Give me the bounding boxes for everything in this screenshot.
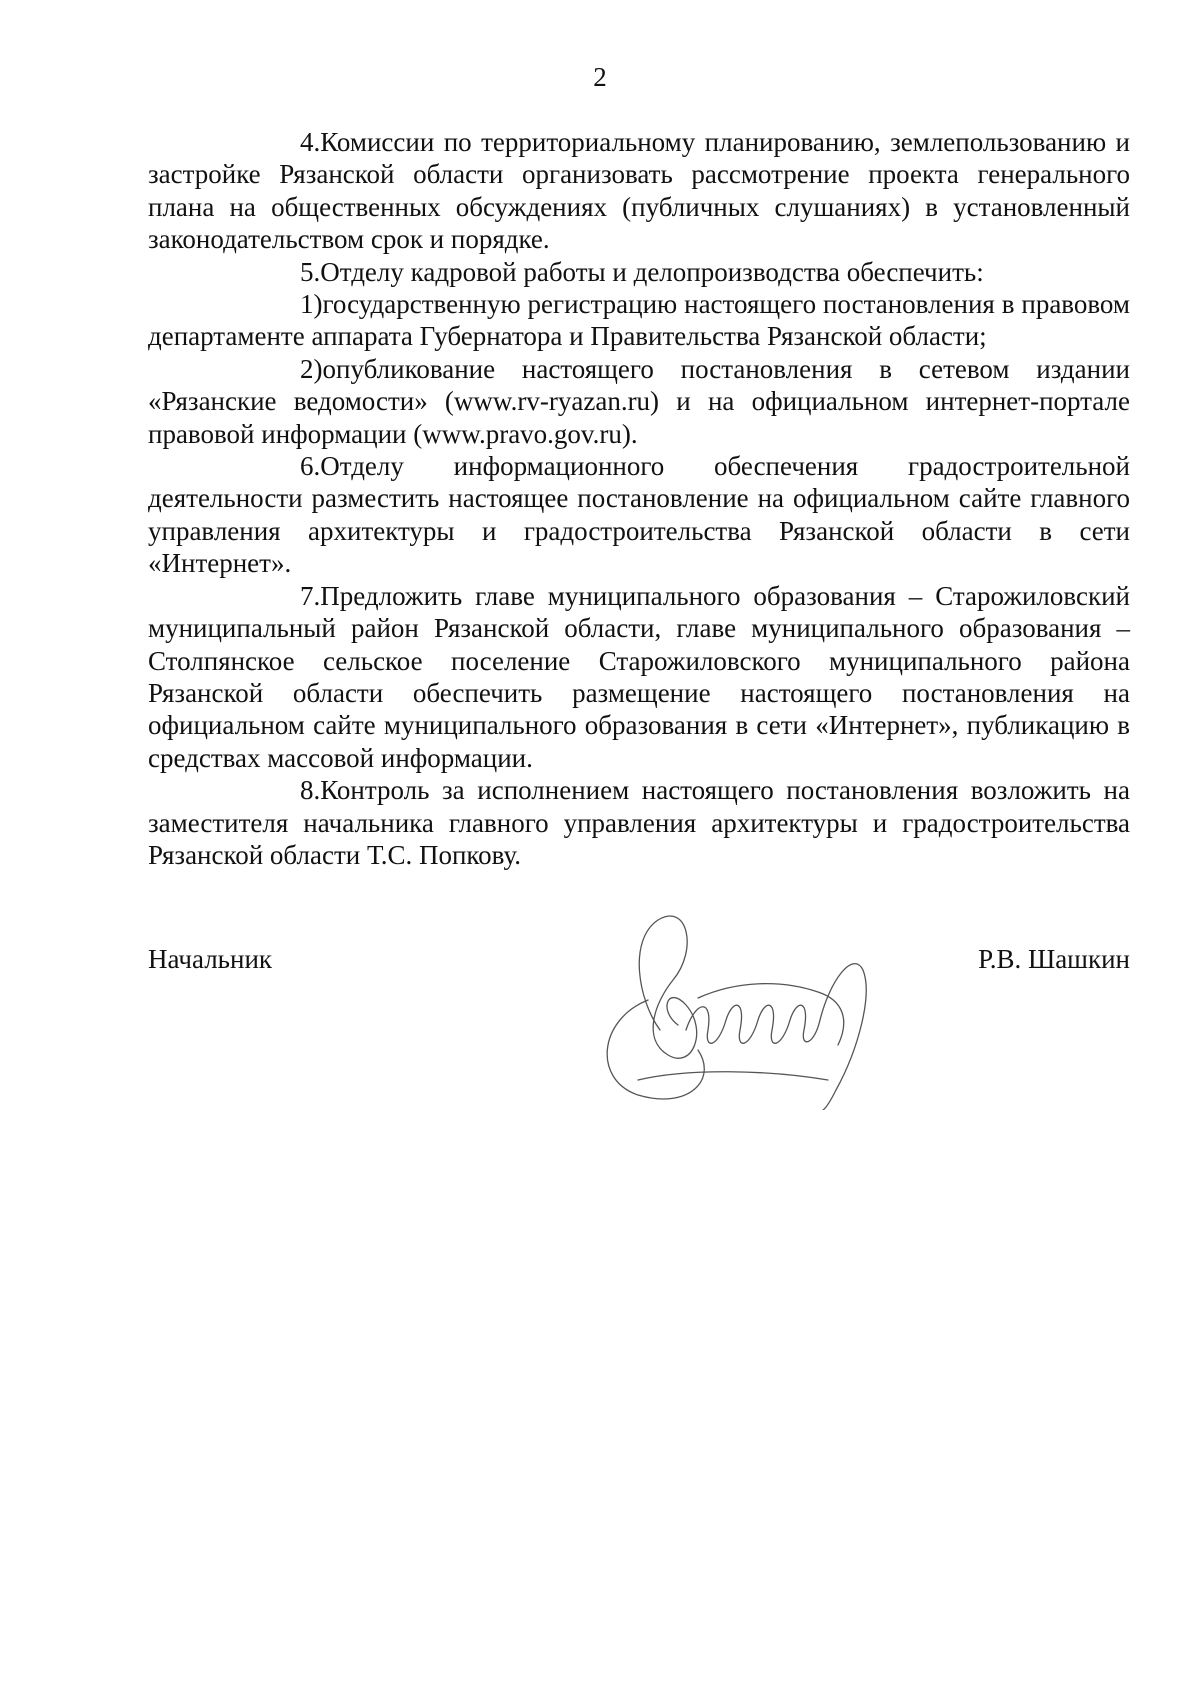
- paragraph-number: 7.: [300, 580, 321, 611]
- paragraph-number: 1): [300, 289, 323, 320]
- paragraph-number: 6.: [300, 451, 321, 482]
- paragraph-text: Контроль за исполнением настоящего постановления возложить на заместителя начальника главного управления архитектуры и градостроительства Рязанской области Т.С. Попкову.: [148, 775, 1130, 870]
- paragraph-4: [148, 126, 1130, 256]
- paragraph-8: [148, 774, 1130, 871]
- document-body: [148, 126, 1130, 871]
- paragraph-5: [148, 256, 1130, 288]
- signature-block: [148, 940, 1130, 1060]
- subparagraph-1: [148, 288, 1130, 353]
- paragraph-6: [148, 450, 1130, 580]
- paragraph-number: 4.: [300, 127, 321, 157]
- paragraph-number: 8.: [300, 775, 321, 806]
- paragraph-number: 2): [300, 353, 323, 384]
- paragraph-text: Отделу информационного обеспечения градостроительной деятельности разместить настоящее постановление на официальном сайте главного управления архитектуры и градостроительства Рязанской области в сети «Интернет».: [148, 451, 1130, 579]
- paragraph-text: государственную регистрацию настоящего постановления в правовом департаменте аппарата Губернатора и Правительства Рязанской области;: [148, 289, 1130, 352]
- paragraph-text: Отделу кадровой работы и делопроизводства обеспечить:: [320, 256, 984, 287]
- signatory-title: Начальник: [148, 944, 273, 974]
- subparagraph-2: [148, 353, 1130, 450]
- page-number: 2: [593, 62, 607, 92]
- signatory-name: Р.В. Шашкин: [978, 944, 1130, 974]
- paragraph-number: 5.: [300, 256, 321, 287]
- paragraph-text: Комиссии по территориальному планированию, землепользованию и застройке Рязанской области организовать рассмотрение проекта генерального плана на общественных обсуждениях (публичных слушаниях) в установленный законодательством срок и порядке.: [148, 127, 1130, 255]
- paragraph-text: Предложить главе муниципального образования – Старожиловский муниципальный район Рязанской области, главе муниципального образования – Столпянское сельское поселение Старожиловского муниципального района Рязанской области обеспечить размещение настоящего постановления на официальном сайте муниципального образования в сети «Интернет», публикацию в средствах массовой информации.: [148, 580, 1130, 773]
- paragraph-text: опубликование настоящего постановления в сетевом издании «Рязанские ведомости» (www.rv-ryazan.ru) и на официальном интернет-портале правовой информации (www.pravo.gov.ru).: [148, 353, 1130, 449]
- handwritten-signature: [568, 880, 888, 1110]
- paragraph-7: [148, 580, 1130, 774]
